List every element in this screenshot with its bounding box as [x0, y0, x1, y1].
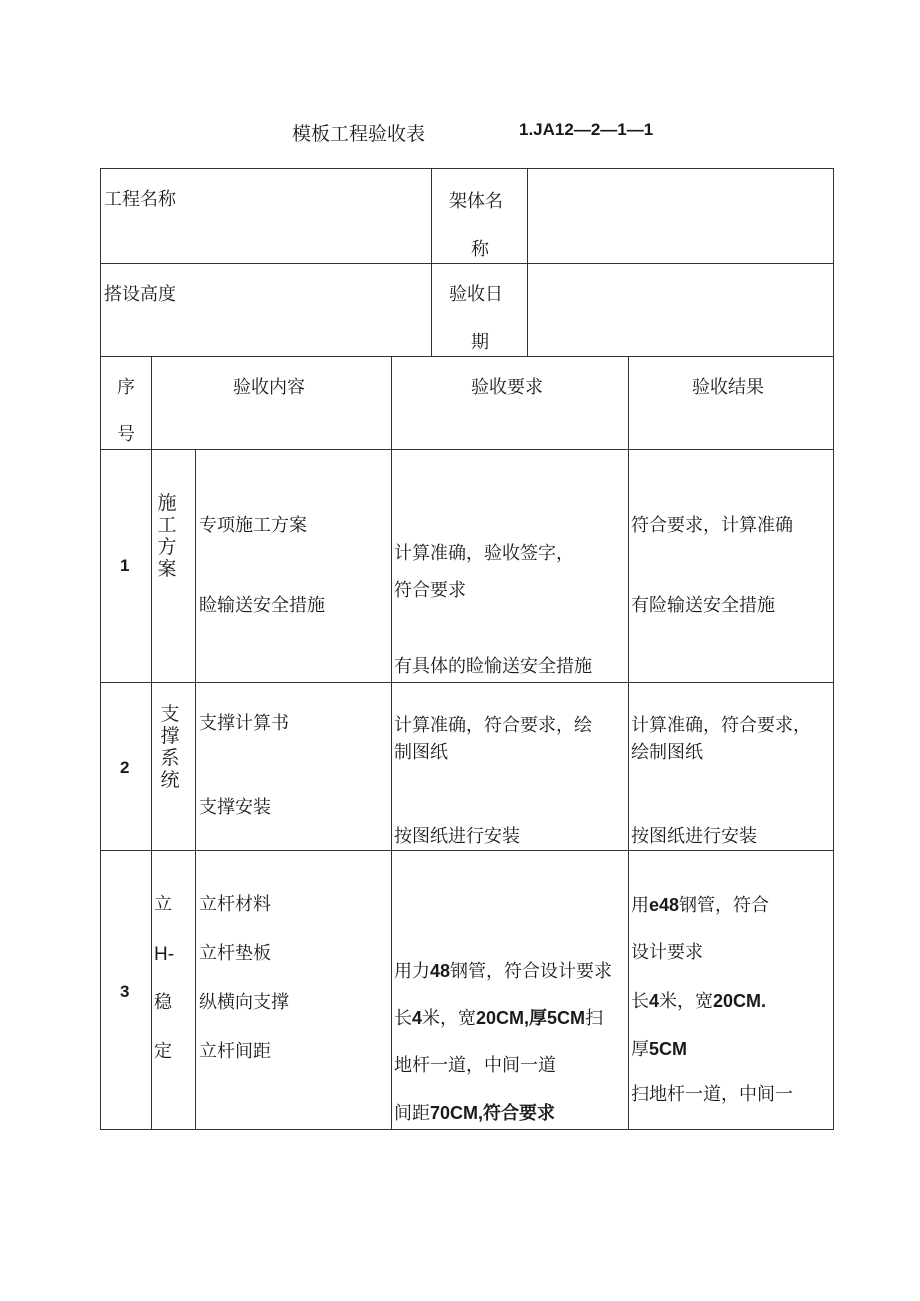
row3-category-line3: 稳: [154, 992, 172, 1013]
row3-req-line4-c: ,符合要求: [478, 1103, 556, 1123]
row3-result-line3-a: 长: [631, 991, 649, 1012]
row3-result-line3: [631, 992, 766, 1011]
row3-result-line3-b: 4: [649, 991, 660, 1011]
row3-result-line2: 设计要求: [631, 942, 703, 963]
row3-item3: 纵横向支撑: [199, 992, 289, 1013]
date-label-line2: 期: [471, 332, 489, 353]
row2-req-line2: 制图纸: [394, 742, 448, 763]
row3-req-line4-b: 70CM: [430, 1103, 479, 1123]
row3-item2: 立杆垫板: [199, 943, 271, 964]
row3-item1: 立杆材料: [199, 894, 271, 915]
row3-number: 3: [120, 982, 130, 1001]
row3-req-line4-a: 间距: [394, 1103, 430, 1124]
row1-category: 施工方案: [157, 492, 177, 580]
row2-item2: 支撑安装: [199, 797, 271, 818]
row3-result-line4-b: 5CM: [649, 1039, 688, 1059]
header-requirement: 验收要求: [471, 377, 543, 398]
row3-req-line1-b: 48: [430, 961, 451, 981]
row1-req-line1: 计算准确，验收签字，: [394, 543, 574, 564]
row3-req-line1-c: 钢管，符合设计要求: [450, 961, 613, 982]
row1-req-line2: 符合要求: [394, 580, 466, 601]
row3-req-line2-e: ,厚: [524, 1008, 548, 1028]
row3-req-line1: [394, 962, 612, 981]
row2-result-line2: 绘制图纸: [631, 742, 703, 763]
row2-result-line3: 按图纸进行安装: [631, 826, 757, 847]
row3-req-line3: 地杆一道，中间一道: [394, 1055, 556, 1076]
row3-category-line4: 定: [154, 1041, 172, 1062]
row1-result-line1: 符合要求，计算准确: [631, 515, 793, 536]
row2-number: 2: [120, 758, 130, 777]
row3-category-line1: 立: [154, 894, 172, 915]
row3-req-line2-b: 4: [412, 1008, 423, 1028]
row3-result-line3-d: 20CM.: [713, 991, 767, 1011]
row3-req-line2: [394, 1009, 603, 1028]
row3-req-line2-g: 扫: [585, 1008, 604, 1029]
row3-result-line1-c: 钢管，符合: [679, 895, 770, 916]
document-title: 模板工程验收表: [292, 123, 426, 145]
date-label-line1: 验收日: [449, 284, 503, 305]
row2-req-line1: 计算准确，符合要求，绘: [394, 715, 592, 736]
row3-req-line2-c: 米，宽: [422, 1008, 477, 1029]
height-label: 搭设高度: [104, 284, 176, 305]
row3-result-line1-a: 用: [631, 895, 649, 916]
row3-item4: 立杆间距: [199, 1041, 271, 1062]
row2-item1: 支撑计算书: [199, 713, 289, 734]
row3-result-line1-b: e48: [649, 895, 680, 915]
row3-result-line5: 扫地杆一道，中间一: [631, 1084, 793, 1105]
header-seq-line1: 序: [117, 377, 135, 398]
row1-result-line2: 有险输送安全措施: [631, 595, 775, 616]
row3-result-line1: [631, 896, 769, 915]
row1-req-line3: 有具体的睑愉送安全措施: [394, 656, 592, 677]
row3-req-line1-a: 用力: [394, 961, 430, 982]
row3-result-line4: [631, 1040, 687, 1059]
project-name-label: 工程名称: [104, 189, 176, 210]
frame-name-label-line2: 称: [471, 239, 489, 260]
row3-req-line4: [394, 1104, 555, 1123]
row2-req-line3: 按图纸进行安装: [394, 826, 520, 847]
header-result: 验收结果: [692, 377, 764, 398]
header-content: 验收内容: [233, 377, 305, 398]
row2-category: 支撑系统: [160, 703, 180, 791]
row1-item1: 专项施工方案: [199, 515, 307, 536]
row3-req-line2-d: 20CM: [476, 1008, 525, 1028]
row3-category-line2: H-: [154, 944, 175, 965]
frame-name-label-line1: 架体名: [449, 191, 503, 212]
document-code: 1.JA12—2—1—1: [519, 120, 654, 139]
row3-req-line2-a: 长: [394, 1008, 412, 1029]
row1-item2: 睑输送安全措施: [199, 595, 325, 616]
row2-result-line1: 计算准确，符合要求，: [631, 715, 811, 736]
row1-number: 1: [120, 556, 130, 575]
row3-result-line3-c: 米，宽: [659, 991, 714, 1012]
row3-result-line4-a: 厚: [631, 1039, 649, 1060]
row3-req-line2-f: 5CM: [547, 1008, 586, 1028]
header-seq-line2: 号: [117, 424, 135, 445]
